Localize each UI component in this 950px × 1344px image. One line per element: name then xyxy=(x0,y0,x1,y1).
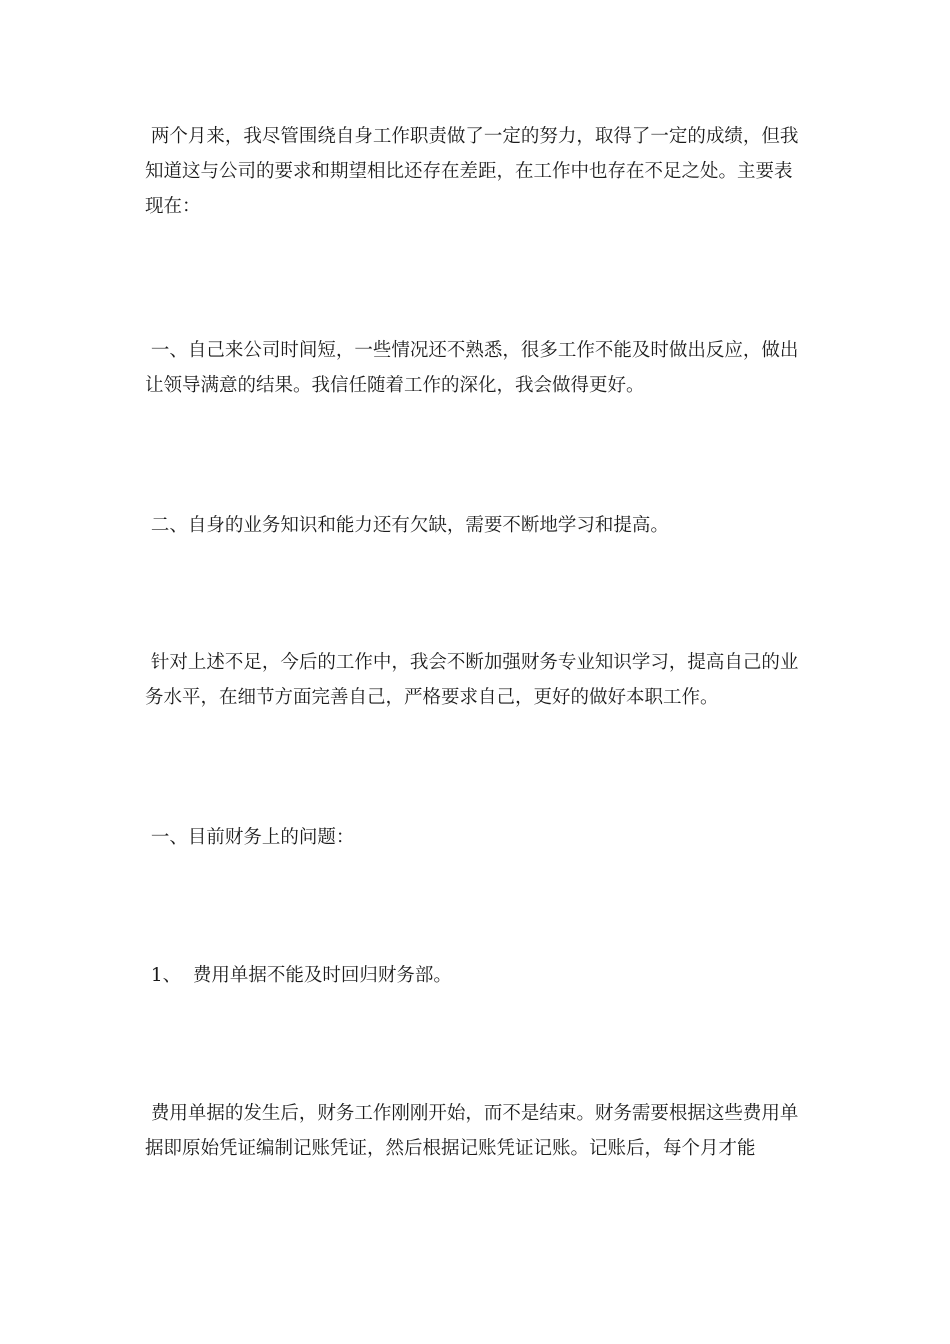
section-heading-finance-issues: 一、目前财务上的问题： xyxy=(145,827,355,848)
issue-item-1: 1、 费用单据不能及时回归财务部。 xyxy=(145,965,452,986)
paragraph-shortcoming-2: 二、自身的业务知识和能力还有欠缺，需要不断地学习和提高。 xyxy=(145,515,669,536)
paragraph-expense-receipts: 费用单据的发生后，财务工作刚刚开始，而不是结束。财务需要根据这些费用单据即原始凭证编制记账凭证，然后根据记账凭证记账。记账后，每个月才能 xyxy=(145,1103,799,1159)
paragraph-improvement: 针对上述不足，今后的工作中，我会不断加强财务专业知识学习，提高自己的业务水平，在细节方面完善自己，严格要求自己，更好的做好本职工作。 xyxy=(145,652,799,708)
paragraph-shortcoming-1: 一、自己来公司时间短，一些情况还不熟悉，很多工作不能及时做出反应，做出让领导满意的结果。我信任随着工作的深化，我会做得更好。 xyxy=(145,340,799,396)
paragraph-summary: 两个月来，我尽管围绕自身工作职责做了一定的努力，取得了一定的成绩，但我知道这与公司的要求和期望相比还存在差距，在工作中也存在不足之处。主要表现在： xyxy=(145,126,799,217)
